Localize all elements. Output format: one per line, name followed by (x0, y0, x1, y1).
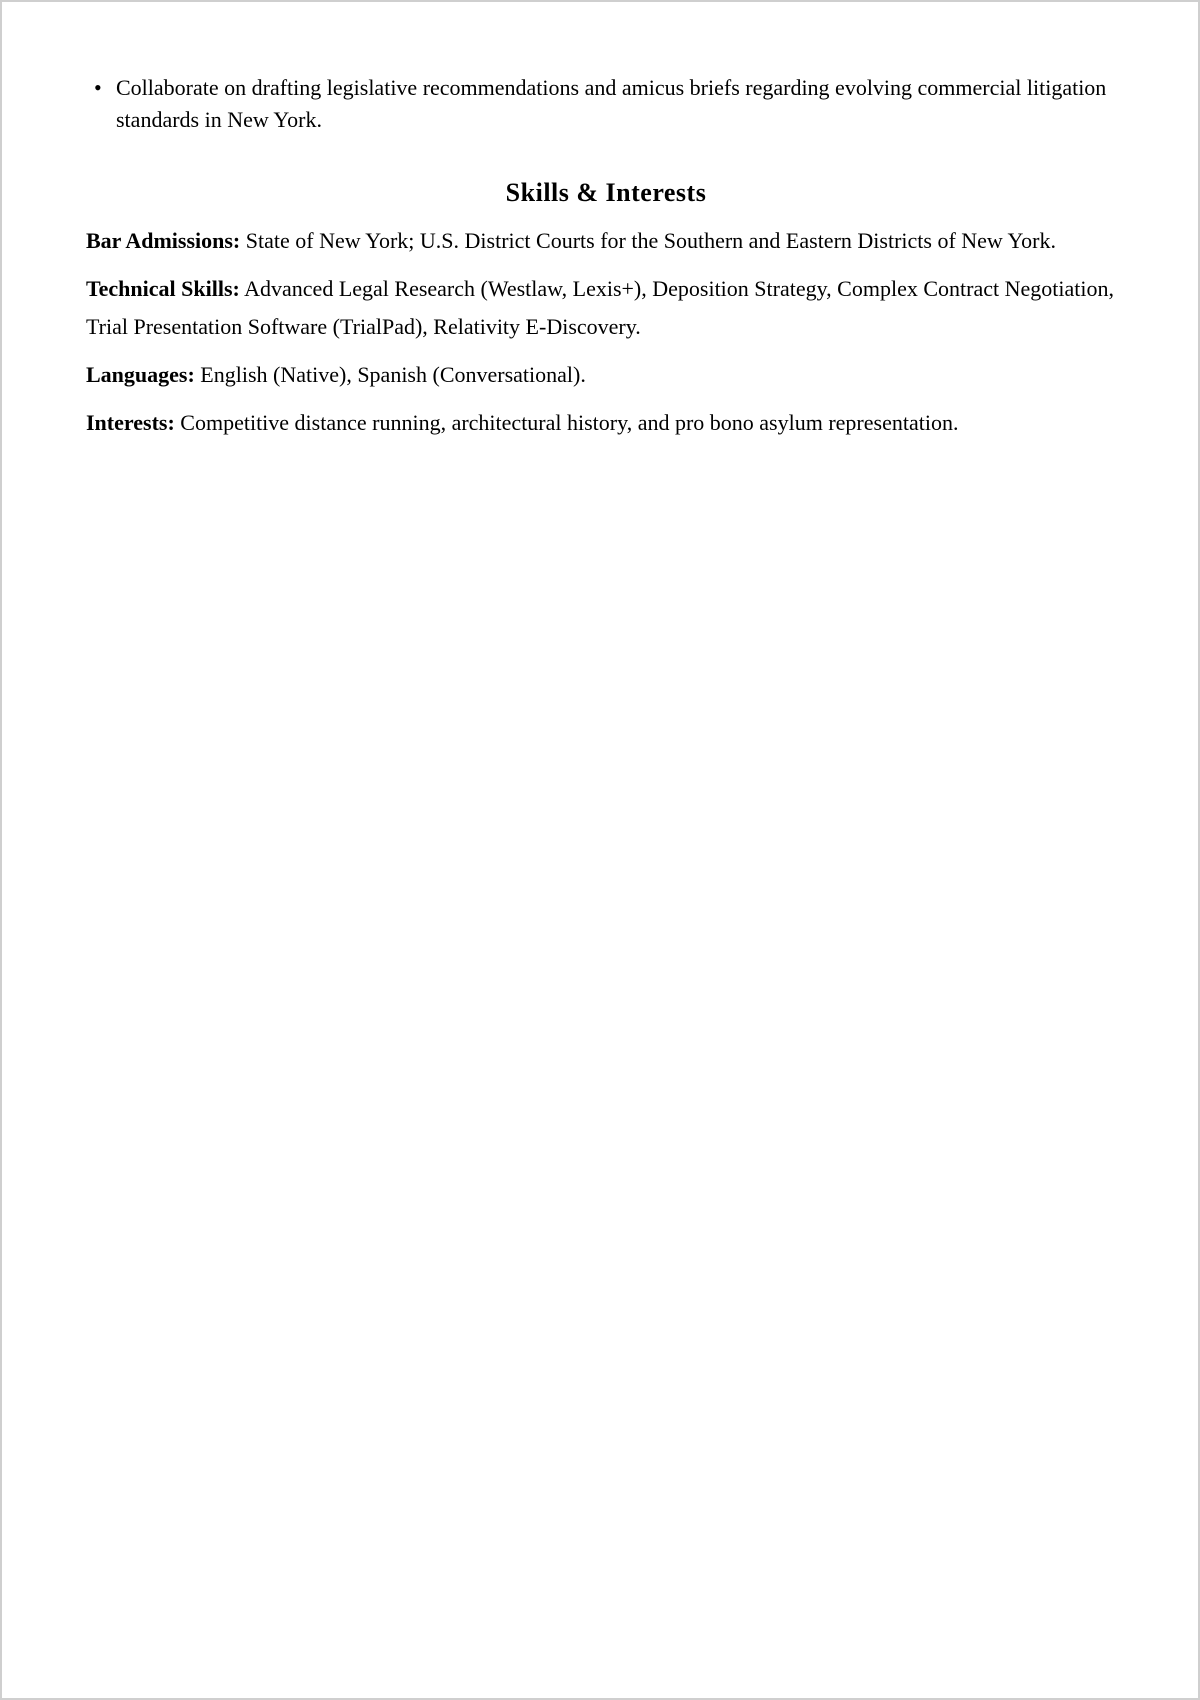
section-title: Skills & Interests (505, 178, 707, 207)
experience-bullet-list (86, 72, 1126, 136)
bar-admissions-entry (86, 222, 1126, 260)
technical-skills-entry (86, 270, 1126, 346)
entry-label: Interests: (86, 410, 175, 435)
entry-text: English (Native), Spanish (Conversational). (200, 362, 586, 387)
list-item (86, 72, 1126, 136)
entry-label: Technical Skills: (86, 276, 240, 301)
entry-text: Advanced Legal Research (Westlaw, Lexis+), Deposition Strategy, Complex Contract Negotiation, Trial Presentation Software (TrialPad), Relativity E-Discovery. (86, 276, 1114, 339)
bullet-text: Collaborate on drafting legislative recommendations and amicus briefs regarding evolving commercial litigation standards in New York. (116, 75, 1107, 132)
bullet-icon: • (94, 75, 102, 100)
entry-text: State of New York; U.S. District Courts for the Southern and Eastern Districts of New York. (245, 228, 1057, 253)
document-content (86, 72, 1126, 452)
entry-label: Bar Admissions: (86, 228, 241, 253)
entry-label: Languages: (86, 362, 195, 387)
entry-text: Competitive distance running, architectural history, and pro bono asylum representation. (180, 410, 959, 435)
languages-entry (86, 356, 1126, 394)
interests-entry (86, 404, 1126, 442)
